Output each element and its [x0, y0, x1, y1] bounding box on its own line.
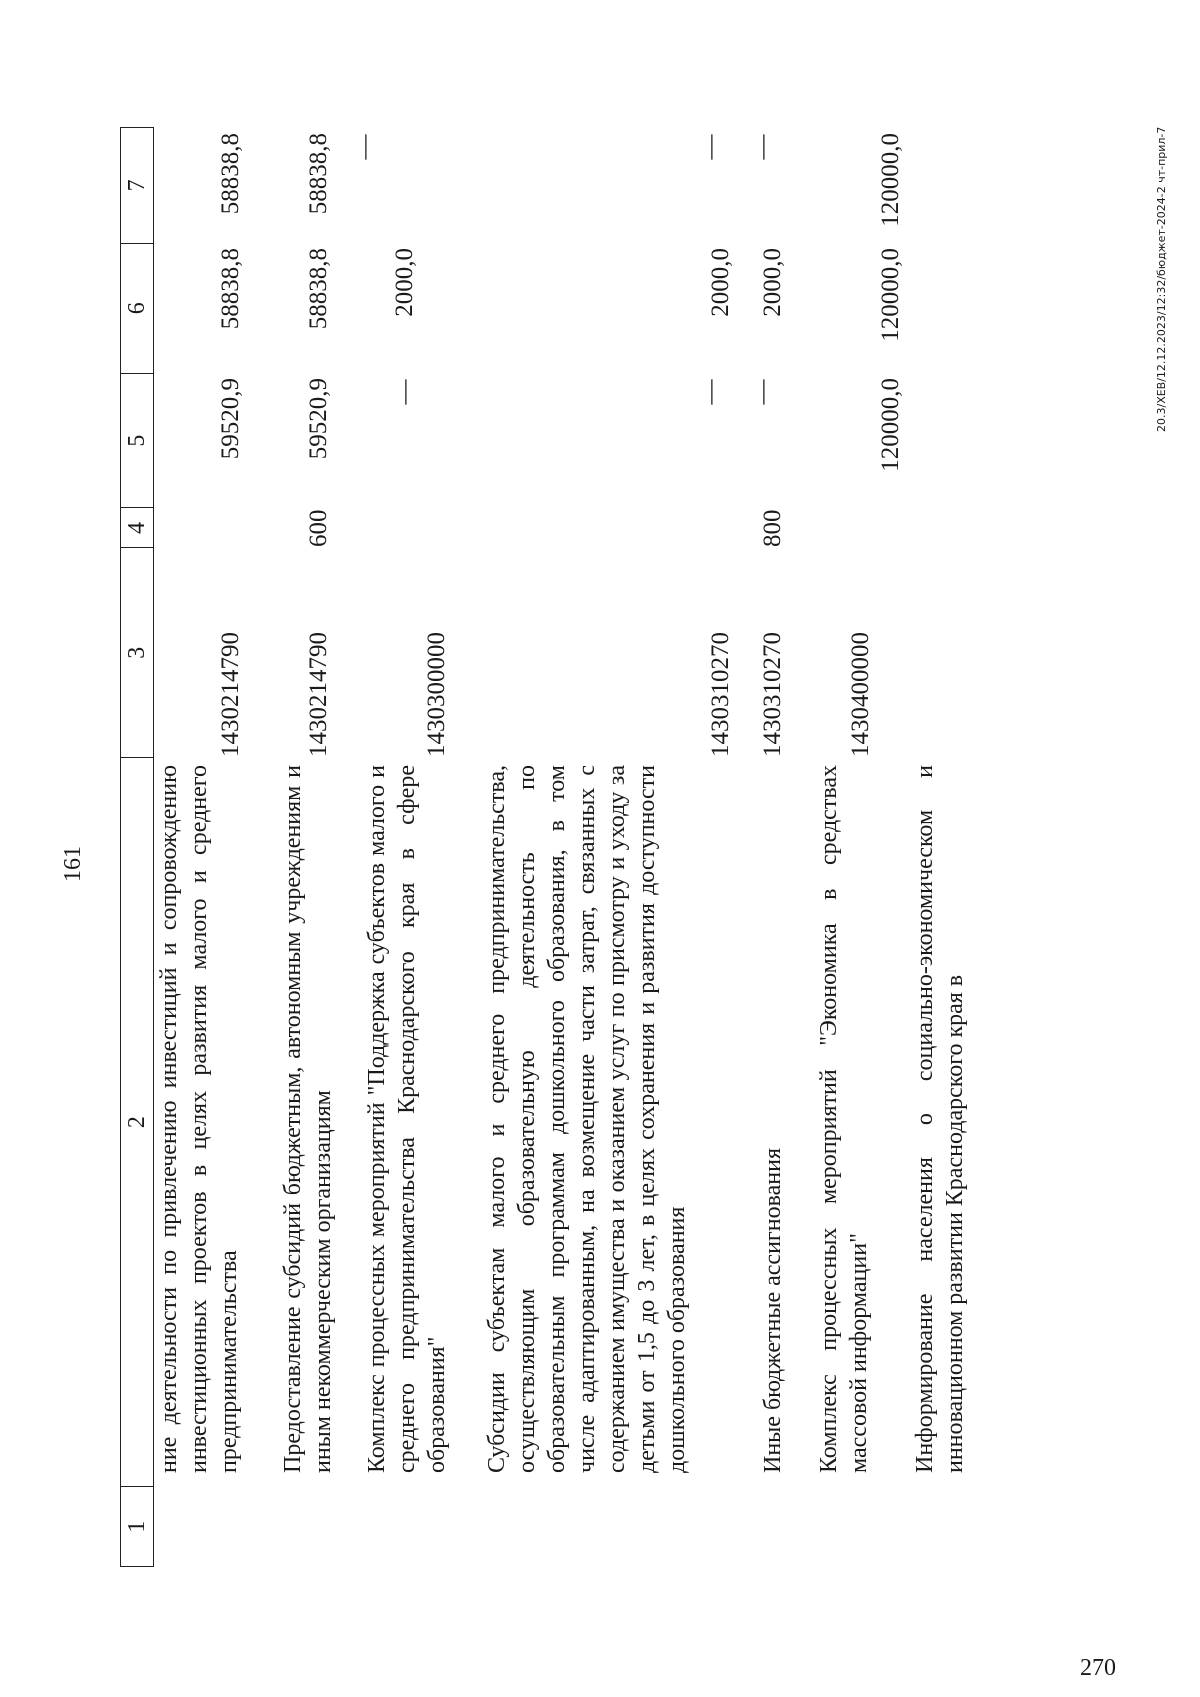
- row-description: ние деятельности по привлечению инвестиций и сопровождению инвестиционных проектов в целях развития малого и среднего предпринимательства: [156, 765, 242, 1473]
- row-value-7: 120000,0: [877, 133, 904, 227]
- row-code: 1430214790: [305, 632, 332, 757]
- row-code: 1430400000: [847, 632, 874, 757]
- row-value-7: 58838,8: [217, 133, 244, 215]
- row-value-7: 58838,8: [305, 133, 332, 215]
- header-col-7: 7: [124, 179, 150, 192]
- row-value-6: 2000,0: [391, 248, 418, 317]
- budget-table: [120, 127, 976, 1567]
- row-description: Иные бюджетные ассигнования: [760, 1148, 786, 1473]
- row-value-6: 120000,0: [877, 248, 904, 342]
- header-col-4: 4: [121, 507, 153, 547]
- row-value-5: 59520,9: [217, 378, 244, 460]
- table-row: [740, 127, 800, 1567]
- page-number: 161: [60, 846, 86, 882]
- row-value-5: 59520,9: [305, 378, 332, 460]
- row-value-7: [896, 127, 976, 242]
- footer-stamp: 20.3/ХЕВ/12.12.2023/12:32/бюджет-2024-2 чт-прил-7: [1155, 126, 1168, 432]
- row-type: 600: [305, 509, 332, 547]
- table-row: [154, 127, 266, 1567]
- row-description: Комплекс процессных мероприятий "Поддержка субъектов малого и среднего предпринимательства Краснодарского края в сфере образования": [364, 765, 450, 1473]
- row-type: 800: [759, 509, 786, 547]
- row-value-5: 120000,0: [877, 378, 904, 472]
- row-description: Информирование населения о социально-экономическом и инновационном развитии Краснодарского края в: [912, 765, 968, 1473]
- row-description: Комплекс процессных мероприятий "Экономика в средствах массовой информации": [816, 765, 872, 1473]
- row-type: [896, 507, 976, 547]
- row-code: [896, 547, 976, 757]
- header-col-1: 1: [121, 1486, 153, 1566]
- row-code: 1430300000: [423, 632, 450, 757]
- row-value-7: —: [697, 134, 724, 160]
- table-row: [800, 127, 904, 1567]
- row-code: 1430310270: [759, 632, 786, 757]
- row-code: 1430214790: [217, 632, 244, 757]
- row-code: 1430310270: [707, 632, 734, 757]
- table-row: [896, 127, 976, 1567]
- row-value-5: —: [697, 379, 724, 405]
- table-row: [470, 127, 740, 1567]
- header-col-2: 2: [121, 757, 153, 1486]
- row-description: Предоставление субсидий бюджетным, автономным учреждениям и иным некоммерческим организациям: [280, 765, 336, 1473]
- row-type: [800, 507, 896, 547]
- row-value-5: [896, 372, 976, 507]
- row-value-6: 2000,0: [759, 248, 786, 317]
- header-col-5: 5: [121, 373, 153, 508]
- row-value-6: 58838,8: [305, 248, 332, 330]
- row-value-7: —: [749, 134, 776, 160]
- row-type: [350, 507, 470, 547]
- row-description: Субсидии субъектам малого и среднего предпринимательства, осуществляющим образовательную деятельность по образовательным программам дошкольного образования, в том числе адаптированным, на возмещение части затрат, связанных с содержанием имущества и оказанием услуг по присмотру и уходу за детьми от 1,5 до 3 лет, в целях сохранения и развития доступности дошкольного образования: [484, 765, 690, 1473]
- row-value-7: —: [351, 134, 378, 160]
- row-value-6: 58838,8: [217, 248, 244, 330]
- header-col-6: 6: [121, 243, 153, 373]
- row-type: [470, 507, 740, 547]
- table-row: [266, 127, 350, 1567]
- row-value-5: —: [391, 379, 418, 405]
- outer-page-number: 270: [1080, 1655, 1116, 1681]
- row-value-5: —: [749, 379, 776, 405]
- table-header: [120, 127, 154, 1567]
- header-col-3: 3: [121, 547, 153, 757]
- row-type: [154, 507, 266, 547]
- row-value-6: [896, 242, 976, 372]
- table-row: [350, 127, 470, 1567]
- row-value-6: 2000,0: [707, 248, 734, 317]
